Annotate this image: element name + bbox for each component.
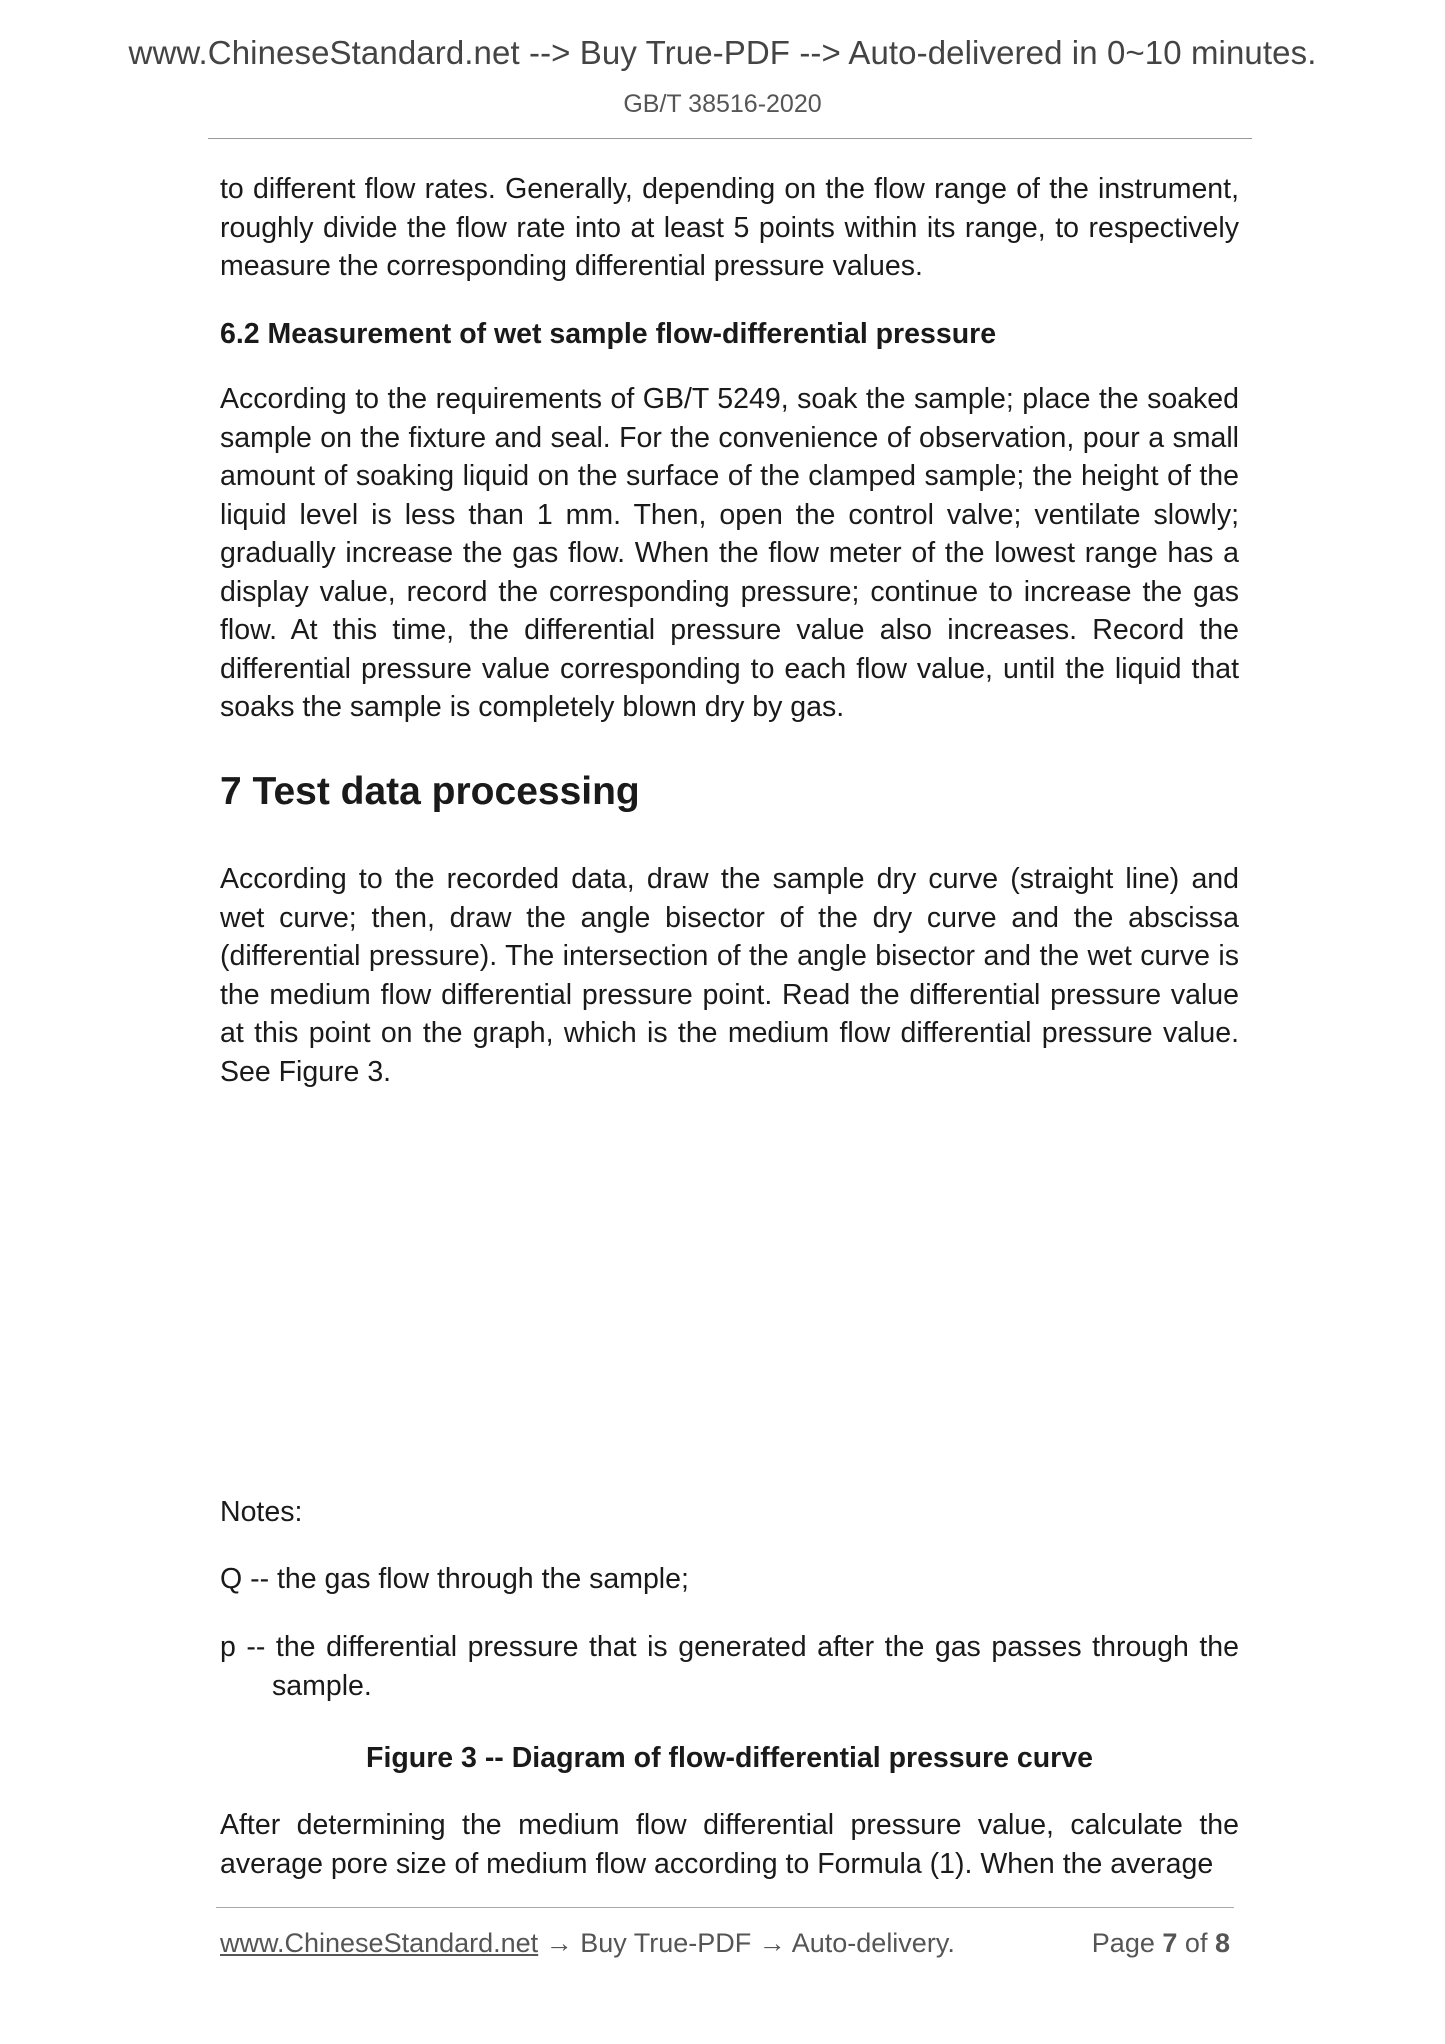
standard-code: GB/T 38516-2020 — [623, 90, 822, 118]
footer-divider — [216, 1907, 1234, 1908]
header-divider — [208, 138, 1252, 139]
section-7-title: 7 Test data processing — [220, 770, 640, 813]
section-7-text: According to the recorded data, draw the sample dry curve (straight line) and wet curve; then, draw the angle bisector of the dry curve and the abscissa (differential pressure). The intersection of the angle bisector and the wet curve is the medium flow differential pressure point. Read the differential pressure value at this point on the graph, which is the medium flow differential pressure value. See Figure 3. — [220, 863, 1239, 1088]
continuation-paragraph-block — [220, 170, 1239, 286]
section-6-2-heading-block — [220, 318, 1239, 351]
page-current: 7 — [1162, 1928, 1178, 1958]
figure-3-caption: Figure 3 -- Diagram of flow-differential pressure curve — [366, 1742, 1093, 1774]
closing-paragraph: After determining the medium flow differential pressure value, calculate the average pore size of medium flow according to Formula (1). When the average — [220, 1809, 1239, 1880]
section-6-2-text: According to the requirements of GB/T 5249, soak the sample; place the soaked sample on the fixture and seal. For the convenience of observation, pour a small amount of soaking liquid on the surface of the clamped sample; the height of the liquid level is less than 1 mm. Then, open the control valve; ventilate slowly; gradually increase the gas flow. When the flow meter of the lowest range has a display value, record the corresponding pressure; continue to increase the gas flow. At this time, the differential pressure value also increases. Record the differential pressure value corresponding to each flow value, until the liquid that soaks the sample is completely blown dry by gas. — [220, 383, 1239, 723]
footer — [220, 1928, 1234, 1959]
top-banner: www.ChineseStandard.net --> Buy True-PDF --> Auto-delivered in 0~10 minutes. — [128, 34, 1317, 71]
footer-site-link[interactable]: www.ChineseStandard.net — [220, 1928, 539, 1958]
continuation-paragraph: to different flow rates. Generally, depending on the flow range of the instrument, roughly divide the flow rate into at least 5 points within its range, to respectively measure the corresponding differential pressure values. — [220, 173, 1239, 282]
note-p-block — [220, 1628, 1239, 1705]
section-6-2-body — [220, 380, 1239, 727]
section-6-2-title: 6.2 Measurement of wet sample flow-differential pressure — [220, 318, 997, 350]
page-indicator — [1092, 1928, 1230, 1959]
note-p: p -- the differential pressure that is generated after the gas passes through the sample. — [220, 1631, 1239, 1702]
closing-paragraph-block — [220, 1806, 1239, 1883]
note-q-block — [220, 1560, 1239, 1599]
page-of: of — [1184, 1928, 1208, 1958]
section-7-heading-block — [220, 770, 1239, 814]
page-total: 8 — [1214, 1928, 1230, 1958]
page-label: Page — [1091, 1928, 1155, 1958]
figure-caption-block — [220, 1742, 1239, 1775]
notes-block — [220, 1493, 1239, 1532]
note-q: Q -- the gas flow through the sample; — [220, 1563, 689, 1595]
notes-label: Notes: — [220, 1496, 303, 1528]
section-7-body — [220, 860, 1239, 1091]
footer-delivery-text: → Buy True-PDF → Auto-delivery. — [538, 1928, 955, 1958]
